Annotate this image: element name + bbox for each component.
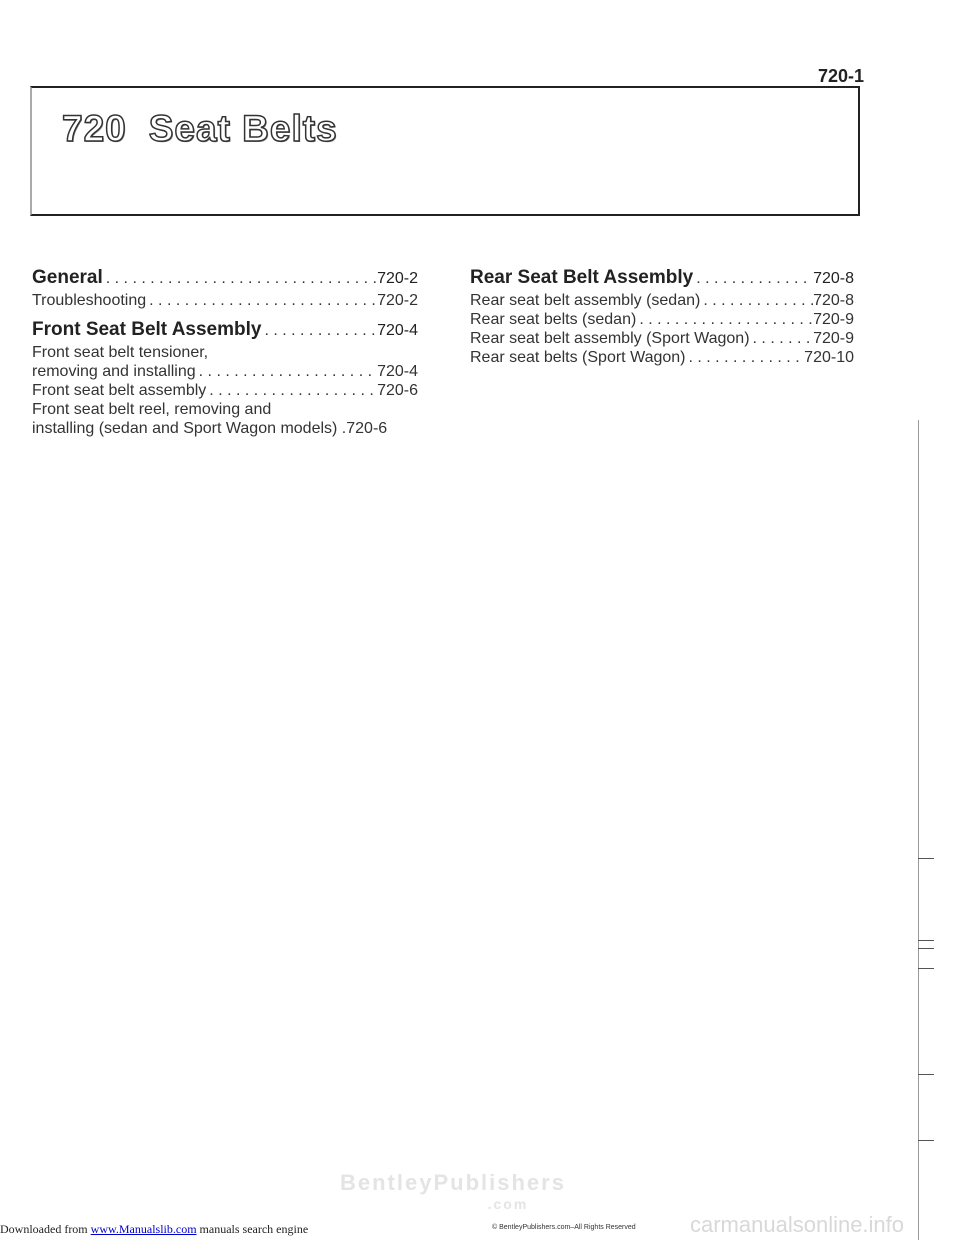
- toc-section-heading[interactable]: [32, 266, 418, 291]
- toc-leader-dots: [686, 348, 805, 367]
- chapter-title-box: [30, 86, 860, 216]
- toc-leader-dots: [636, 310, 813, 329]
- toc-right-column: [470, 266, 854, 367]
- toc-entry[interactable]: [32, 381, 418, 400]
- download-footer: Downloaded from www.Manualslib.com manuals search engine: [0, 1222, 309, 1236]
- toc-page-number: 720-9: [813, 311, 854, 328]
- page-edge-tick: [918, 940, 934, 941]
- toc-leader-dots: [261, 319, 377, 343]
- toc-gap: [32, 310, 418, 318]
- page-edge-tick: [918, 1140, 934, 1141]
- chapter-number: 720: [62, 108, 127, 149]
- toc-page-number: 720-9: [813, 330, 854, 347]
- toc-entry-label: installing (sedan and Sport Wagon models) .: [32, 420, 347, 437]
- chapter-name: Seat Belts: [148, 108, 338, 149]
- toc-page-number: 720-10: [804, 349, 854, 366]
- toc-page-number: 720-8: [813, 292, 854, 309]
- toc-entry[interactable]: [470, 291, 854, 310]
- page-edge-tick: [918, 968, 934, 969]
- page-edge-tick: [918, 1074, 934, 1075]
- toc-page-number: 720-2: [377, 292, 418, 309]
- toc-page-number: 720-4: [377, 363, 418, 380]
- toc-page-number: 720-8: [813, 270, 854, 287]
- toc-page-number: 720-6: [346, 420, 388, 437]
- toc-entry-label: Troubleshooting: [32, 292, 147, 309]
- toc-section-heading[interactable]: [32, 318, 418, 343]
- toc-page-number: 720-2: [377, 270, 418, 287]
- page-edge-tick: [918, 948, 934, 949]
- manualslib-link[interactable]: www.Manualslib.com: [90, 1222, 197, 1236]
- toc-entry-label: Rear seat belt assembly (sedan): [470, 292, 701, 309]
- toc-entry-label: General: [32, 267, 103, 288]
- page-number: 720-1: [817, 66, 864, 86]
- toc-leader-dots: [750, 329, 814, 348]
- toc-text-line: Front seat belt tensioner,: [32, 344, 209, 361]
- toc-entry-label: removing and installing: [32, 363, 196, 380]
- toc-entry[interactable]: [32, 362, 418, 381]
- toc-page-number: 720-4: [377, 322, 418, 339]
- toc-leader-dots: [693, 267, 813, 291]
- toc-page-number: 720-6: [377, 382, 418, 399]
- toc-entry[interactable]: [470, 329, 854, 348]
- copyright-notice: © BentleyPublishers.com–All Rights Reserved: [492, 1224, 636, 1231]
- toc-entry[interactable]: [32, 291, 418, 310]
- toc-entry-label: Rear Seat Belt Assembly: [470, 267, 694, 288]
- toc-text-line: Front seat belt reel, removing and: [32, 401, 272, 418]
- toc-entry[interactable]: [470, 310, 854, 329]
- toc-entry-label: Front seat belt assembly: [32, 382, 207, 399]
- toc-entry-label: Rear seat belts (Sport Wagon): [470, 349, 686, 366]
- toc-left-column: [32, 266, 418, 438]
- toc-leader-dots: [103, 267, 377, 291]
- toc-entry-label: Front Seat Belt Assembly: [32, 319, 262, 340]
- toc-section-heading[interactable]: [470, 266, 854, 291]
- page-edge-line: [918, 420, 919, 1240]
- toc-entry[interactable]: [470, 348, 854, 367]
- toc-entry-label: Rear seat belt assembly (Sport Wagon): [470, 330, 750, 347]
- toc-leader-dots: [196, 362, 377, 381]
- toc-leader-dots: [206, 381, 377, 400]
- toc-leader-dots: [700, 291, 813, 310]
- toc-entry[interactable]: [32, 419, 418, 438]
- page-edge-tick: [918, 858, 934, 859]
- site-watermark: carmanualsonline.info: [690, 1212, 905, 1237]
- toc-entry-label: Rear seat belts (sedan): [470, 311, 637, 328]
- chapter-title: [62, 108, 360, 150]
- toc-leader-dots: [146, 291, 377, 310]
- publisher-watermark: BentleyPublishers .com: [340, 1170, 566, 1212]
